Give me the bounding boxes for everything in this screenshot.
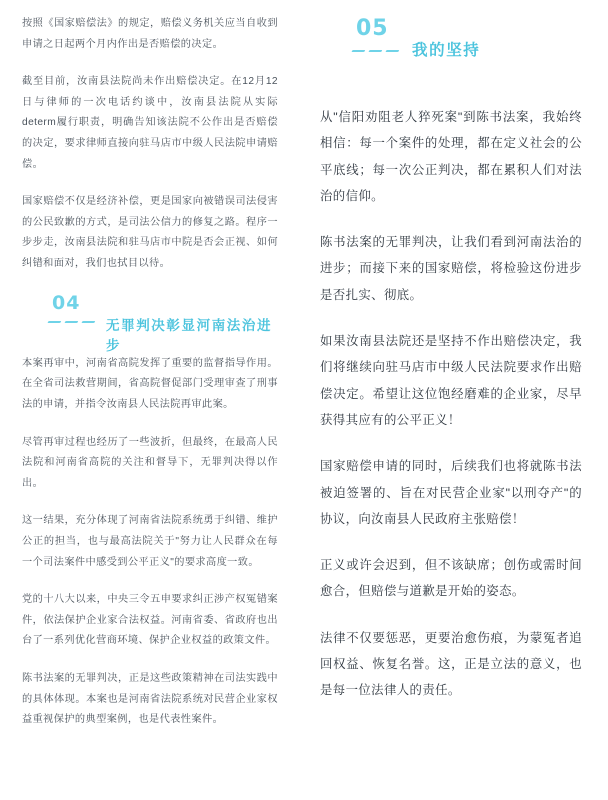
right-column [304, 0, 608, 800]
slash-decoration-icon [48, 317, 96, 327]
paragraph: 正义或许会迟到，但不该缺席；创伤或需时间愈合，但赔偿与道歉是开始的姿态。 [320, 558, 582, 599]
paragraph: 本案再审中，河南省高院发挥了重要的监督指导作用。在全省司法救营期间，省高院督促部门受理审查了刑事法的申请，并指令汝南县人民法院再审此案。 [22, 357, 278, 410]
section-title: 我的坚持 [412, 42, 481, 59]
section-number: 05 [356, 16, 389, 41]
paragraph: 尽管再审过程也经历了一些波折，但最终，在最高人民法院和河南省高院的关注和督导下，无罪判决得以作出。 [22, 436, 278, 489]
paragraph: 按照《国家赔偿法》的规定，赔偿义务机关应当自收到申请之日起两个月内作出是否赔偿的决定。 [22, 18, 278, 50]
paragraph: 国家赔偿申请的同时，后续我们也将就陈书法被迫签署的、旨在对民营企业家"以刑夺产"的协议，向汝南县人民政府主张赔偿！ [320, 459, 582, 526]
right-body [320, 104, 582, 704]
paragraph: 截至目前，汝南县法院尚未作出赔偿决定。在12月12日与律师的一次电话约谈中，汝南县法院从实际determ履行职责，明确告知该法院不公作出是否赔偿的决定，要求律师直接向驻马店市中级人民法院申请赔偿。 [22, 76, 278, 170]
paragraph: 这一结果，充分体现了河南省法院系统勇于纠错、维护公正的担当，也与最高法院关于"努力让人民群众在每一个司法案件中感受到公平正义"的要求高度一致。 [22, 515, 278, 568]
paragraph: 陈书法案的无罪判决，让我们看到河南法治的进步；而接下来的国家赔偿，将检验这份进步是否扎实、彻底。 [320, 235, 582, 302]
section-number: 04 [52, 291, 81, 314]
section-heading-05 [320, 18, 582, 70]
paragraph: 法律不仅要惩恶，更要治愈伤痕，为蒙冤者追回权益、恢复名誉。这，正是立法的意义，也是每一位法律人的责任。 [320, 630, 582, 698]
section-heading-04 [22, 291, 278, 353]
paragraph: 从"信阳劝阻老人猝死案"到陈书法案，我始终相信：每一个案件的处理，都在定义社会的公平底线；每一次公正判决，都在累积人们对法治的信仰。 [320, 110, 582, 203]
section-title: 无罪判决彰显河南法治进步 [106, 317, 273, 353]
paragraph: 党的十八大以来，中央三令五申要求纠正涉产权冤错案件，依法保护企业家合法权益。河南省委、省政府也出台了一系列优化营商环境、保护企业权益的政策文件。 [22, 594, 278, 647]
paragraph: 如果汝南县法院还是坚持不作出赔偿决定，我们将继续向驻马店市中级人民法院要求作出赔偿决定。希望让这位饱经磨难的企业家，尽早获得其应有的公平正义！ [320, 334, 582, 427]
paragraph: 陈书法案的无罪判决，正是这些政策精神在司法实践中的具体体现。本案也是河南省法院系统对民营企业家权益重视保护的典型案例，也是代表性案件。 [22, 673, 278, 726]
paragraph: 国家赔偿不仅是经济补偿，更是国家向被错误司法侵害的公民致歉的方式，是司法公信力的修复之路。程序一步步走，汝南县法院和驻马店市中院是否会正视、如何纠错和面对，我们也拭目以待。 [22, 196, 278, 270]
slash-decoration-icon [352, 46, 400, 56]
